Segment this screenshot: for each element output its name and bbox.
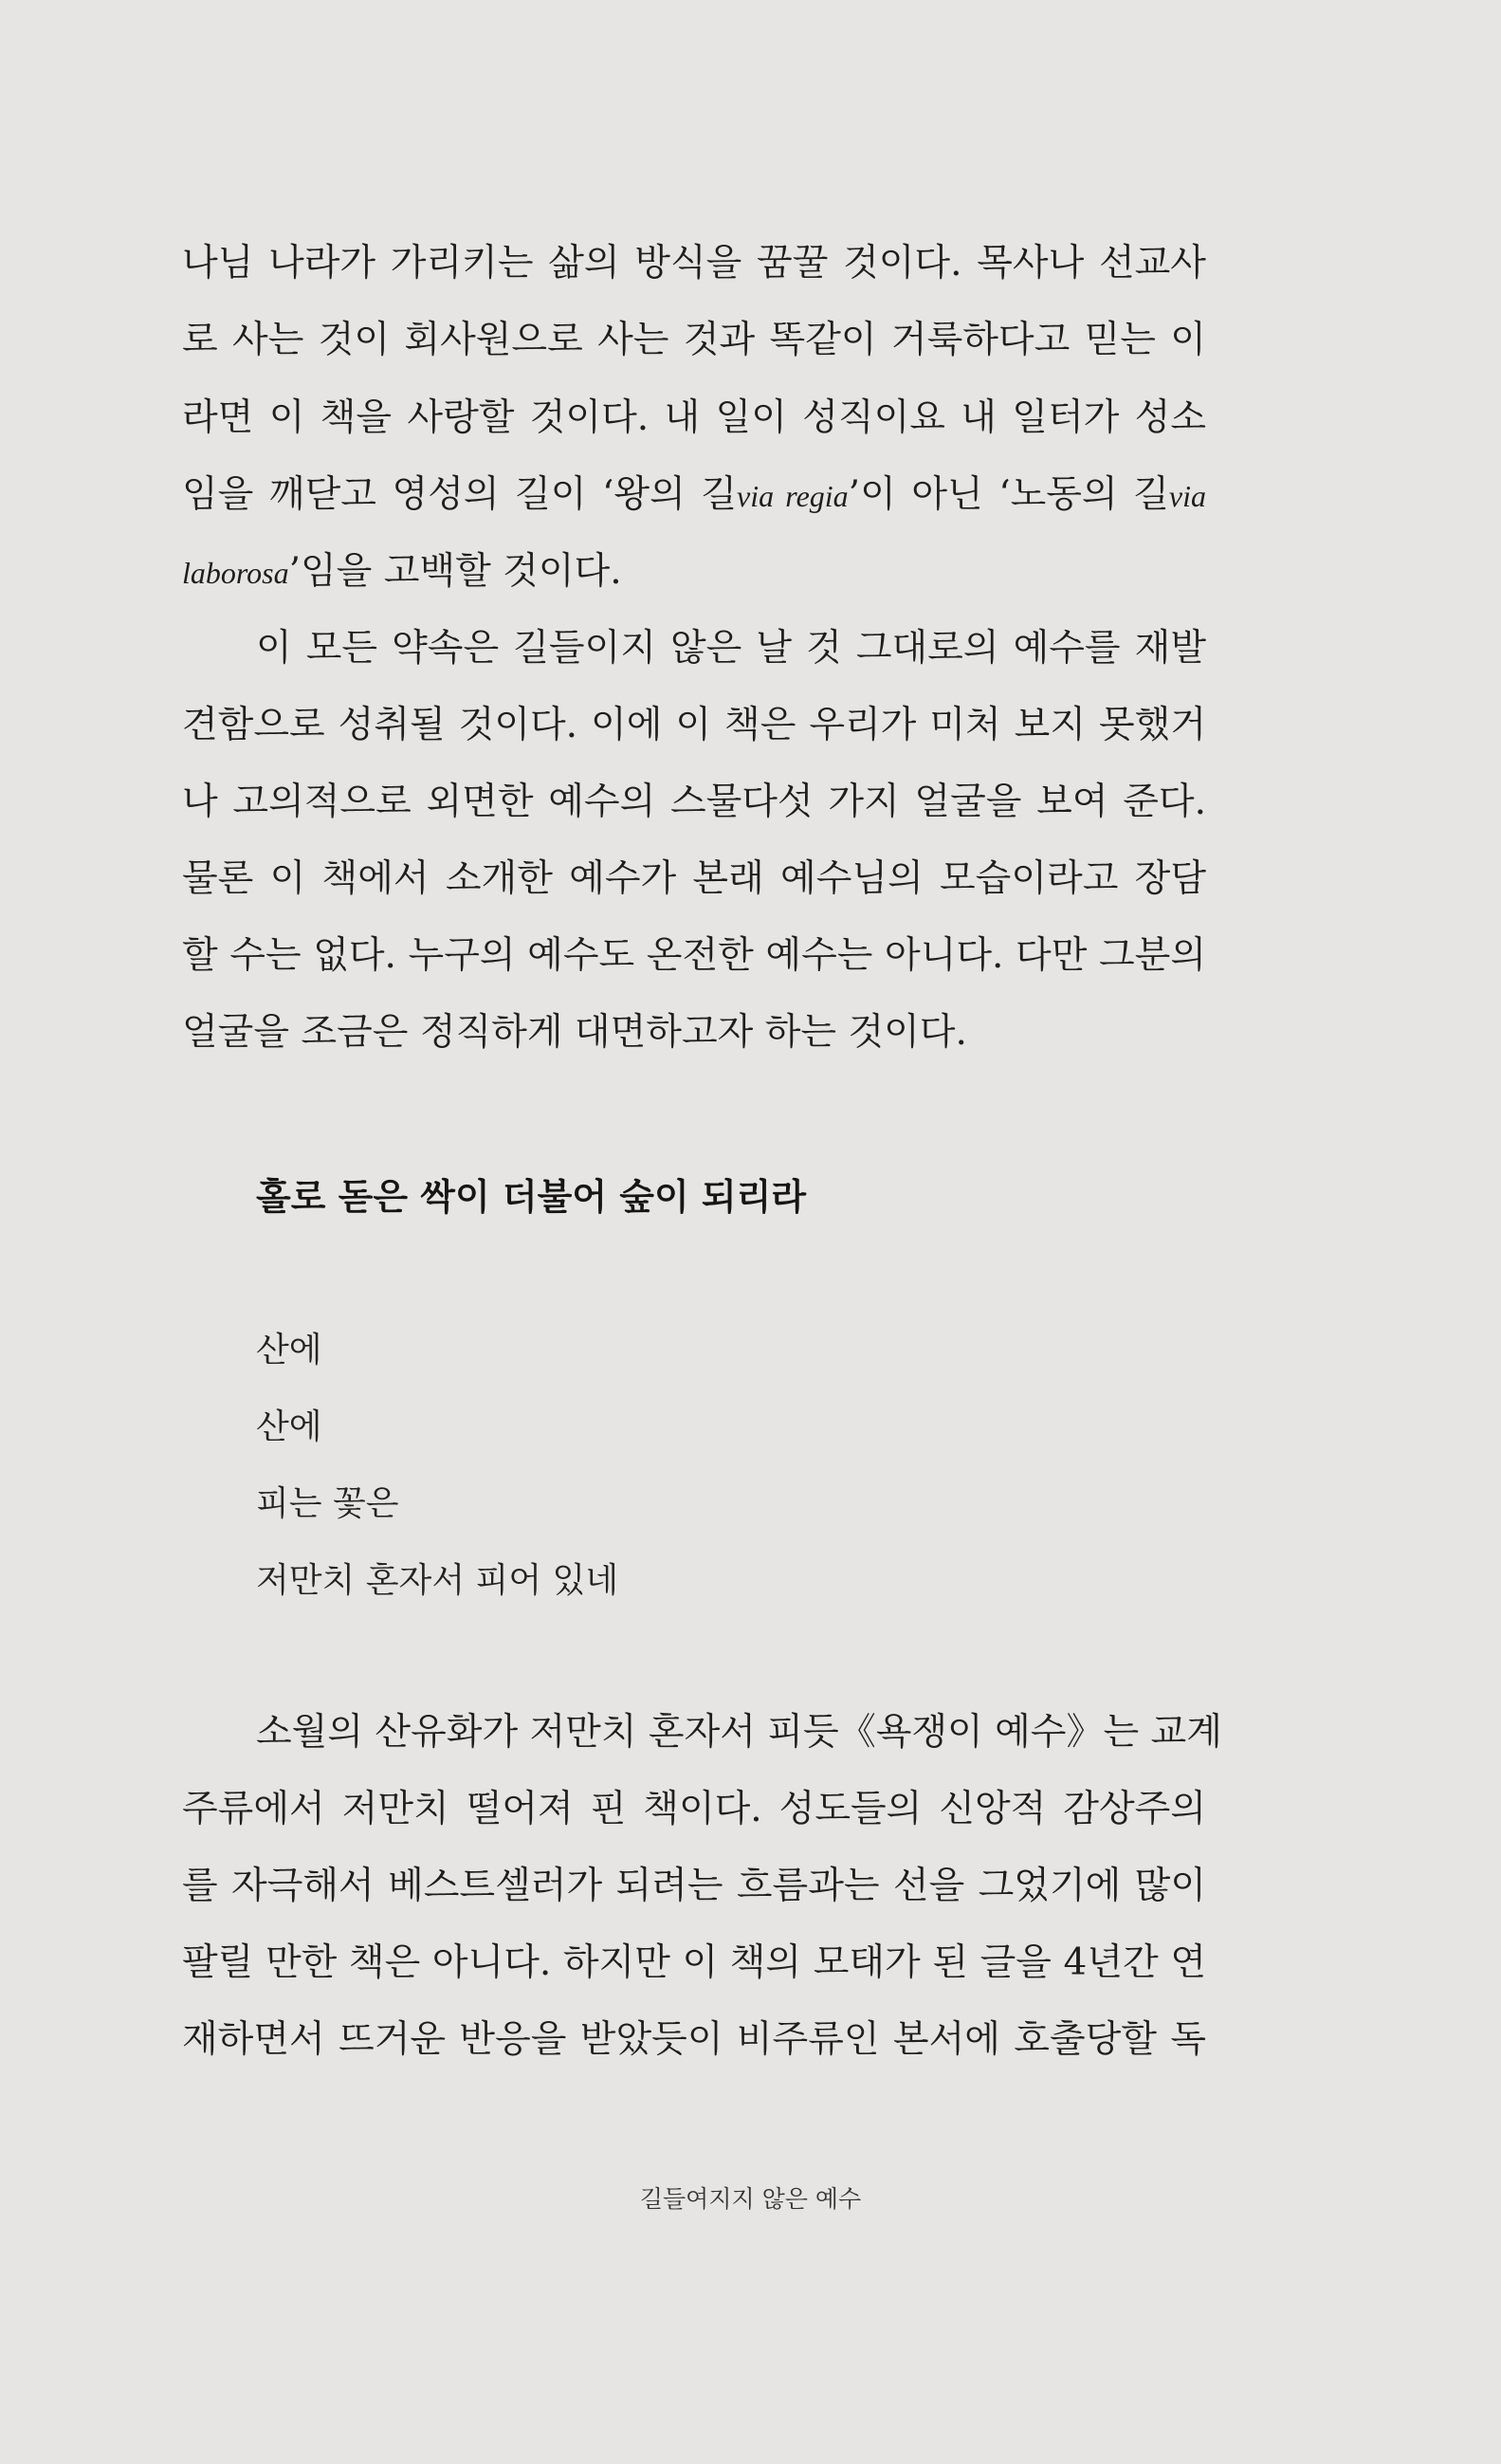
latin-term: via regia	[737, 479, 849, 513]
verse-line: 저만치 혼자서 피어 있네	[256, 1561, 619, 1600]
latin-term: via	[1168, 479, 1206, 513]
body-text-line: 나 고의적으로 외면한 예수의 스물다섯 가지 얼굴을 보여 준다.	[182, 781, 1206, 823]
body-text-line: 를 자극해서 베스트셀러가 되려는 흐름과는 선을 그었기에 많이	[182, 1865, 1206, 1907]
section-heading: 홀로 돋은 싹이 더불어 숲이 되리라	[256, 1176, 807, 1218]
body-text-line: 로 사는 것이 회사원으로 사는 것과 똑같이 거룩하다고 믿는 이	[182, 319, 1206, 361]
body-text-line: 견함으로 성취될 것이다. 이에 이 책은 우리가 미처 보지 못했거	[182, 704, 1206, 746]
body-text-line: 라면 이 책을 사랑할 것이다. 내 일이 성직이요 내 일터가 성소	[182, 396, 1206, 439]
body-text-line: 주류에서 저만치 떨어져 핀 책이다. 성도들의 신앙적 감상주의	[182, 1788, 1206, 1830]
body-text-line: 나님 나라가 가리키는 삶의 방식을 꿈꿀 것이다. 목사나 선교사	[182, 242, 1206, 285]
body-text-line: 물론 이 책에서 소개한 예수가 본래 예수님의 모습이라고 장담	[182, 857, 1206, 900]
body-text: 임을 깨닫고 영성의 길이 ‘왕의 길	[182, 473, 738, 516]
running-footer-title: 길들여지지 않은 예수	[639, 2185, 862, 2213]
verse-line: 피는 꽃은	[256, 1484, 399, 1523]
verse-line: 산에	[256, 1331, 322, 1370]
body-text-line: 얼굴을 조금은 정직하게 대면하고자 하는 것이다.	[182, 1011, 967, 1054]
latin-term: laborosa	[182, 556, 289, 590]
body-text-line: 이 모든 약속은 길들이지 않은 날 것 그대로의 예수를 재발	[256, 627, 1206, 670]
verse-line: 산에	[256, 1407, 322, 1446]
body-text-line: 팔릴 만한 책은 아니다. 하지만 이 책의 모태가 된 글을 4년간 연	[182, 1941, 1206, 1984]
body-text-line	[182, 550, 622, 593]
body-text: ’임을 고백할 것이다.	[288, 550, 622, 593]
body-text-line: 소월의 산유화가 저만치 혼자서 피듯《욕쟁이 예수》는 교계	[256, 1711, 1222, 1754]
body-text: ’이 아닌 ‘노동의 길	[848, 473, 1169, 516]
body-text-line: 할 수는 없다. 누구의 예수도 온전한 예수는 아니다. 다만 그분의	[182, 934, 1206, 977]
body-text-line: 재하면서 뜨거운 반응을 받았듯이 비주류인 본서에 호출당할 독	[182, 2018, 1206, 2061]
body-text-line	[182, 473, 1206, 516]
